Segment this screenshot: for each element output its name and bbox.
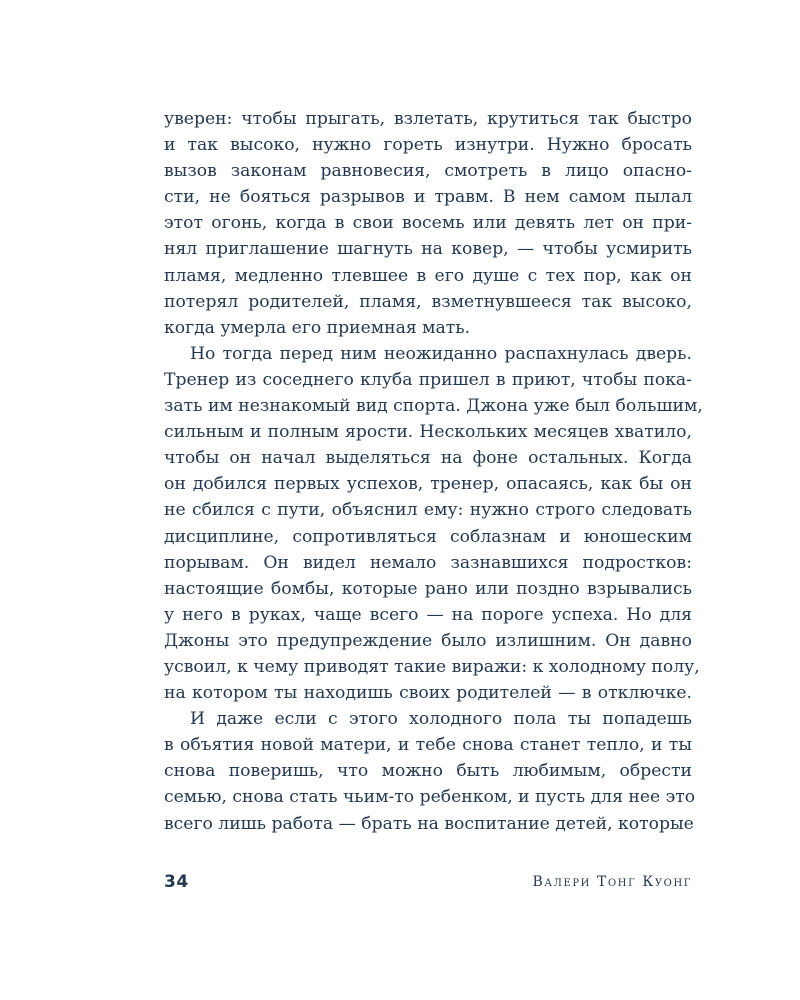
page-number: 34 [164, 872, 189, 892]
text-line: семью, снова стать чьим-то ребенком, и пусть для нее это [164, 787, 696, 808]
text-line: всего лишь работа — брать на воспитание детей, которые [164, 813, 694, 834]
text-line: потерял родителей, пламя, взметнувшееся так высоко, [164, 291, 692, 312]
text-line: на котором ты находишь своих родителей — в отключке. [164, 683, 692, 704]
text-line: сильным и полным ярости. Нескольких месяцев хватило, [164, 422, 692, 443]
text-line: Джоны это предупреждение было излишним. Он давно [164, 630, 692, 651]
text-line: настоящие бомбы, которые рано или поздно взрывались [164, 578, 692, 599]
text-line: когда умерла его приемная мать. [164, 317, 471, 338]
text-line: уверен: чтобы прыгать, взлетать, крутиться так быстро [164, 109, 692, 129]
text-line: не сбился с пути, объяснил ему: нужно строго следовать [164, 500, 692, 521]
text-line: вызов законам равновесия, смотреть в лицо опасно- [164, 161, 692, 182]
text-line: Но тогда перед ним неожиданно распахнулась дверь. [190, 343, 692, 364]
text-line: у него в руках, чаще всего — на пороге успеха. Но для [164, 604, 692, 625]
text-line: пламя, медленно тлевшее в его душе с тех пор, как он [164, 265, 692, 286]
text-line: дисциплине, сопротивляться соблазнам и юношеским [164, 526, 692, 547]
body-text [164, 106, 703, 837]
text-line: И даже если с этого холодного пола ты попадешь [190, 709, 692, 730]
text-line: этот огонь, когда в свои восемь или девять лет он при- [164, 213, 692, 234]
text-line: он добился первых успехов, тренер, опасаясь, как бы он [164, 474, 692, 495]
page-footer [164, 872, 692, 898]
text-line: сти, не бояться разрывов и травм. В нем самом пылал [164, 187, 692, 208]
text-line: порывам. Он видел немало зазнавшихся подростков: [164, 552, 692, 573]
text-line: и так высоко, нужно гореть изнутри. Нужно бросать [164, 135, 692, 156]
text-line: нял приглашение шагнуть на ковер, — чтобы усмирить [164, 239, 692, 260]
text-line: усвоил, к чему приводят такие виражи: к холодному полу, [164, 656, 700, 677]
text-line: чтобы он начал выделяться на фоне остальных. Когда [164, 448, 692, 469]
running-head-author: Валери Тонг Куонг [532, 874, 692, 890]
text-line: снова поверишь, что можно быть любимым, обрести [164, 761, 692, 782]
text-line: в объятия новой матери, и тебе снова станет тепло, и ты [164, 735, 692, 756]
text-line: зать им незнакомый вид спорта. Джона уже был большим, [164, 396, 703, 417]
text-line: Тренер из соседнего клуба пришел в приют, чтобы пока- [164, 369, 692, 390]
